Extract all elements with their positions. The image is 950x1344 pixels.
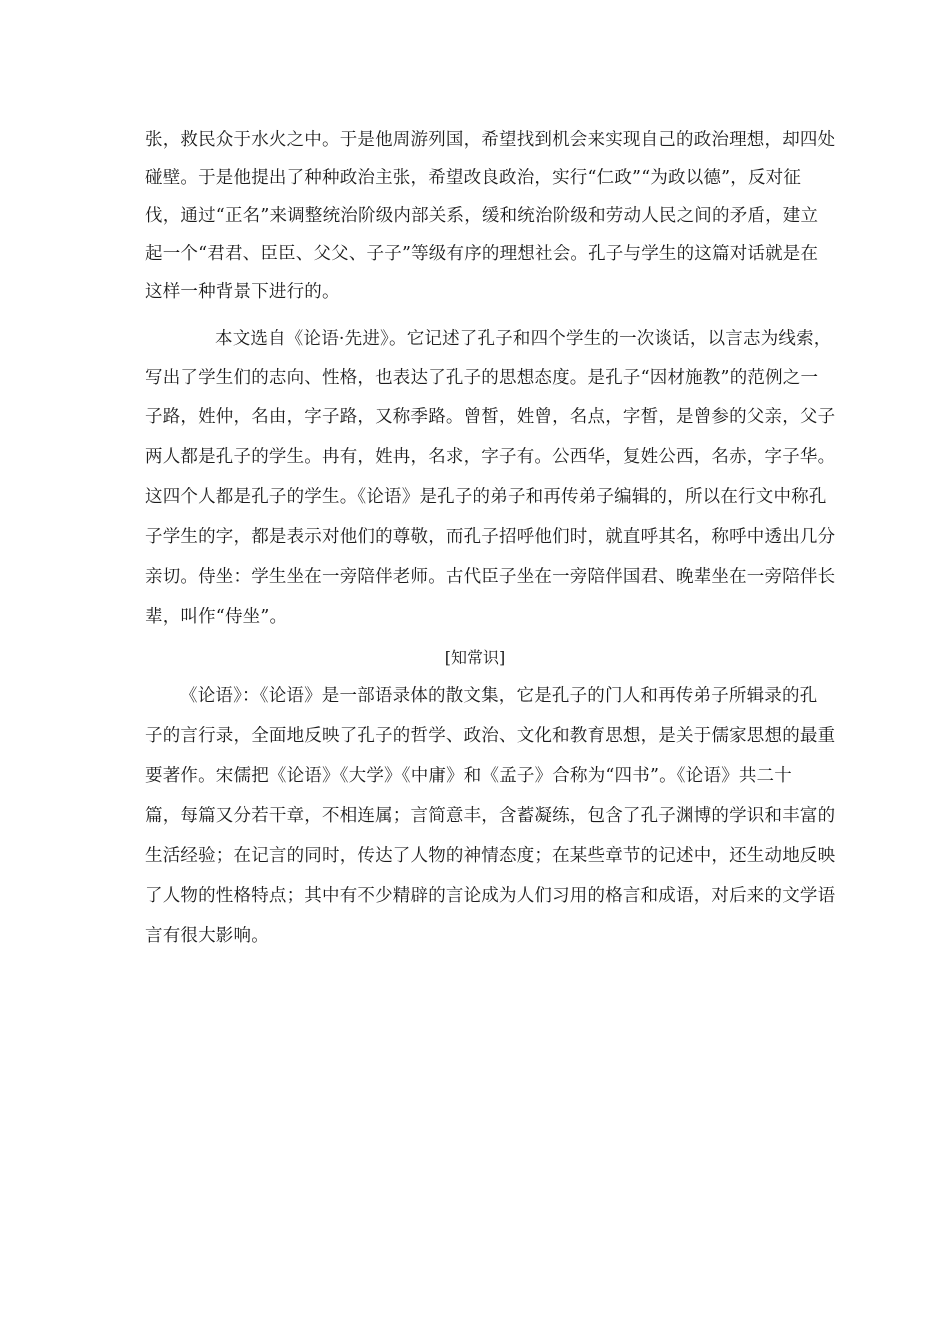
section-heading: [知常识] (444, 648, 506, 667)
text-line: 要著作。宋儒把《论语》《大学》《中庸》和《孟子》合称为“四书”。《论语》共二十 (145, 766, 792, 786)
text-line: 伐，通过“正名”来调整统治阶级内部关系，缓和统治阶级和劳动人民之间的矛盾，建立 (145, 206, 819, 226)
text-line: 子的言行录，全面地反映了孔子的哲学、政治、文化和教育思想，是关于儒家思想的最重 (145, 726, 836, 746)
text-line: 《论语》：《论语》是一部语录体的散文集，它是孔子的门人和再传弟子所辑录的孔 (180, 686, 818, 706)
text-line: 两人都是孔子的学生。冉有，姓冉，名求，字子有。公西华，复姓公西，名赤，字子华。 (145, 447, 836, 467)
text-line: 辈，叫作“侍坐”。 (145, 607, 288, 627)
text-line: 言有很大影响。 (145, 926, 269, 946)
text-line: 生活经验；在记言的同时，传达了人物的神情态度；在某些章节的记述中，还生动地反映 (145, 846, 836, 866)
text-line: 亲切。侍坐：学生坐在一旁陪伴老师。古代臣子坐在一旁陪伴国君、晚辈坐在一旁陪伴长 (145, 567, 836, 587)
text-line: 了人物的性格特点；其中有不少精辟的言论成为人们习用的格言和成语，对后来的文学语 (145, 886, 836, 906)
text-line: 张，救民众于水火之中。于是他周游列国，希望找到机会来实现自己的政治理想，却四处 (145, 130, 836, 150)
text-line: 这样一种背景下进行的。 (145, 282, 340, 302)
text-line: 这四个人都是孔子的学生。《论语》是孔子的弟子和再传弟子编辑的，所以在行文中称孔 (145, 487, 827, 507)
text-line: 子学生的字，都是表示对他们的尊敬，而孔子招呼他们时，就直呼其名，称呼中透出几分 (145, 527, 836, 547)
text-line: 起一个“君君、臣臣、父父、子子”等级有序的理想社会。孔子与学生的这篇对话就是在 (145, 244, 819, 264)
text-line: 篇，每篇又分若干章，不相连属；言简意丰，含蓄凝练，包含了孔子渊博的学识和丰富的 (145, 806, 836, 826)
text-line: 写出了学生们的志向、性格，也表达了孔子的思想态度。是孔子“因材施教”的范例之一 (145, 368, 819, 388)
text-line: 碰壁。于是他提出了种种政治主张，希望改良政治，实行“仁政”“为政以德”，反对征 (145, 168, 802, 188)
text-line: 子路，姓仲，名由，字子路，又称季路。曾皙，姓曾，名点，字皙，是曾参的父亲，父子 (145, 407, 836, 427)
text-line: 本文选自《论语·先进》。它记述了孔子和四个学生的一次谈话，以言志为线索， (215, 329, 832, 349)
